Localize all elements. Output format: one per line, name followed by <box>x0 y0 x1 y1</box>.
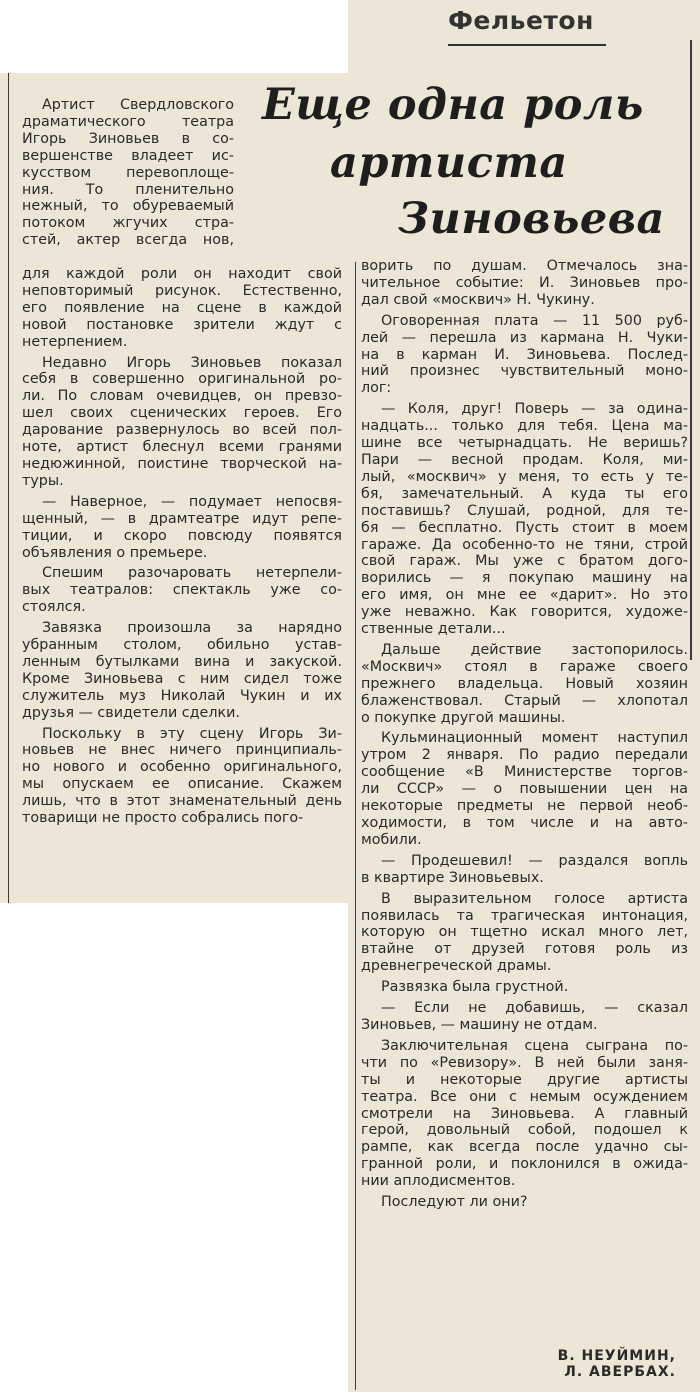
headline-line-2: артиста <box>330 138 568 188</box>
text-line: ты и некоторые другие артисты <box>361 1071 688 1088</box>
text-line: друзья — свидетели сделки. <box>22 704 240 721</box>
text-line: ний произнес чувствительный моно- <box>361 363 688 380</box>
text-line: смотрели на Зиновьева. А главный <box>361 1105 688 1122</box>
text-line: герой, довольный собой, подошел к <box>361 1122 688 1139</box>
text-line: мы опускаем ее описание. Скажем <box>22 776 342 793</box>
text-line: неповторимый рисунок. Естественно, <box>22 282 342 299</box>
text-line: новой постановке зрители ждут с <box>22 316 342 333</box>
text-line: ворились — я покупаю машину на <box>361 570 688 587</box>
signature-author-1: В. НЕУЙМИН, <box>557 1348 676 1364</box>
text-line: служитель муз Николай Чукин и их <box>22 687 342 704</box>
text-line: Кульминационный момент наступил <box>381 730 688 747</box>
text-line: потоком жгучих стра- <box>22 215 234 232</box>
text-line: Игорь Зиновьев в со- <box>22 130 234 147</box>
text-line: ходимости, в том числе и на авто- <box>361 815 688 831</box>
author-signature <box>480 1348 676 1380</box>
text-line: которую он тщетно искал много лет, <box>361 924 688 941</box>
article-right-column <box>361 258 688 1211</box>
text-line: для каждой роли он находит свой <box>22 266 342 282</box>
text-line: Недавно Игорь Зиновьев показал <box>42 354 342 371</box>
text-line: в квартире Зиновьевых. <box>361 869 544 886</box>
text-line: о покупке другой машины. <box>361 709 566 726</box>
text-line: нетерпением. <box>22 333 128 350</box>
text-line: недюжинной, поистине творческой на- <box>22 455 342 472</box>
text-line: туры. <box>22 472 64 489</box>
text-line: — Продешевил! — раздался вопль <box>381 852 688 869</box>
right-margin-rule <box>690 40 692 660</box>
text-line: щенный, — в драмтеатре идут репе- <box>22 510 342 527</box>
text-line: товарищи не просто собрались пого- <box>22 810 304 827</box>
text-line: шине все четырнадцать. Не веришь? <box>361 435 688 452</box>
text-line: поставишь? Слушай, родной, для те- <box>361 502 688 519</box>
text-line: ственные детали... <box>361 621 506 638</box>
text-line: гранной роли, и поклонился в ожида- <box>361 1156 688 1173</box>
text-line: бя — бесплатно. Пусть стоит в моем <box>361 519 688 536</box>
text-line: ли. По словам очевидцев, он превзо- <box>22 388 342 405</box>
intro-narrow-column <box>22 97 234 249</box>
text-line: Зиновьев, — машину не отдам. <box>361 1016 598 1033</box>
text-line: ленным бутылками вина и закуской. <box>22 653 342 670</box>
text-line: появилась та трагическая интонация, <box>361 907 688 924</box>
headline-line-1: Еще одна роль <box>262 80 644 130</box>
text-line: прежнего владельца. Новый хозяин <box>361 675 688 692</box>
text-line: сообщение «В Министерстве торгов- <box>361 764 688 781</box>
column-divider-rule <box>355 262 356 1390</box>
text-line: тиции, и скоро повсюду появятся <box>22 527 342 544</box>
article-left-column <box>22 266 342 827</box>
text-line: Спешим разочаровать нетерпели- <box>42 565 342 582</box>
text-line: втайне от друзей готовя роль из <box>361 941 688 958</box>
text-line: — Если не добавишь, — сказал <box>381 1000 688 1017</box>
text-line: ли СССР» — о повышении цен на <box>361 781 688 798</box>
text-line: Заключительная сцена сыграна по- <box>381 1037 688 1054</box>
text-line: его имя, он мне ее «дарит». Но это <box>361 587 688 604</box>
headline-line-3: Зиновьева <box>398 194 665 244</box>
text-line: мобили. <box>361 831 422 848</box>
text-line: ворить по душам. Отмечалось зна- <box>361 258 688 274</box>
text-line: объявления о премьере. <box>22 544 208 561</box>
text-line: Артист Свердловского <box>42 97 234 113</box>
text-line: блаженствовал. Старый — хлопотал <box>361 692 688 709</box>
text-line: утром 2 января. По радио передали <box>361 747 688 764</box>
text-line: чительное событие: И. Зиновьев про- <box>361 274 688 291</box>
text-line: но нового и особенно оригинального, <box>22 759 342 776</box>
text-line: рампе, как всегда после удачно сы- <box>361 1139 688 1156</box>
signature-author-2: Л. АВЕРБАХ. <box>564 1364 676 1380</box>
text-line: некоторые предметы не первой необ- <box>361 798 688 815</box>
text-line: древнегреческой драмы. <box>361 958 552 975</box>
text-line: Завязка произошла за нарядно <box>42 620 342 637</box>
text-line: — Наверное, — подумает непосвя- <box>42 493 342 510</box>
text-line: шел своих сценических героев. Его <box>22 405 342 422</box>
text-line: себя в совершенно оригинальной ро- <box>22 371 342 388</box>
text-line: убранным столом, обильно устав- <box>22 637 342 654</box>
text-line: на в карман И. Зиновьева. Послед- <box>361 346 688 363</box>
text-line: вершенстве владеет ис- <box>22 147 234 164</box>
text-line: бя, замечательный. А куда ты его <box>361 485 688 502</box>
text-line: его появление на сцене в каждой <box>22 299 342 316</box>
text-line: уже неважно. Как говорится, художе- <box>361 604 688 621</box>
text-line: Последуют ли они? <box>381 1194 528 1211</box>
text-line: драматического театра <box>22 113 234 130</box>
text-line: надцать... только для тебя. Цена ма- <box>361 418 688 435</box>
text-line: свой гараж. Мы уже с братом дого- <box>361 553 688 570</box>
left-margin-rule <box>8 73 9 903</box>
text-line: вых театралов: спектакль уже со- <box>22 582 342 599</box>
text-line: Дальше действие застопорилось. <box>381 641 688 658</box>
text-line: нии аплодисментов. <box>361 1173 516 1190</box>
text-line: «Москвич» стоял в гараже своего <box>361 658 688 675</box>
text-line: ния. То пленительно <box>22 181 234 198</box>
text-line: новьев не внес ничего принципиаль- <box>22 742 342 759</box>
text-line: кусством перевоплоще- <box>22 164 234 181</box>
text-line: Пари — весной продам. Коля, ми- <box>361 451 688 468</box>
text-line: — Коля, друг! Поверь — за одина- <box>381 401 688 418</box>
text-line: Оговоренная плата — 11 500 руб- <box>381 312 688 329</box>
section-rubric: Фельетон <box>448 6 594 35</box>
text-line: лый, «москвич» у меня, то есть у те- <box>361 468 688 485</box>
text-line: лей — перешла из кармана Н. Чуки- <box>361 329 688 346</box>
text-line: В выразительном голосе артиста <box>381 890 688 907</box>
text-line: Кроме Зиновьева с ним сидел тоже <box>22 670 342 687</box>
text-line: театра. Все они с немым осуждением <box>361 1088 688 1105</box>
text-line: лишь, что в этот знаменательный день <box>22 793 342 810</box>
text-line: ноте, артист блеснул всеми гранями <box>22 439 342 456</box>
text-line: гараже. Да особенно-то не тяни, строй <box>361 536 688 553</box>
text-line: нежный, то обуреваемый <box>22 198 234 215</box>
text-line: дал свой «москвич» Н. Чукину. <box>361 291 595 308</box>
text-line: Поскольку в эту сцену Игорь Зи- <box>42 725 342 742</box>
rubric-underline <box>448 44 606 46</box>
text-line: дарование развернулось во всей пол- <box>22 422 342 439</box>
text-line: Развязка была грустной. <box>381 979 569 996</box>
text-line: лог: <box>361 380 392 397</box>
text-line: стей, актер всегда нов, <box>22 232 234 249</box>
text-line: чти по «Ревизору». В ней были заня- <box>361 1054 688 1071</box>
text-line: стоялся. <box>22 599 86 616</box>
